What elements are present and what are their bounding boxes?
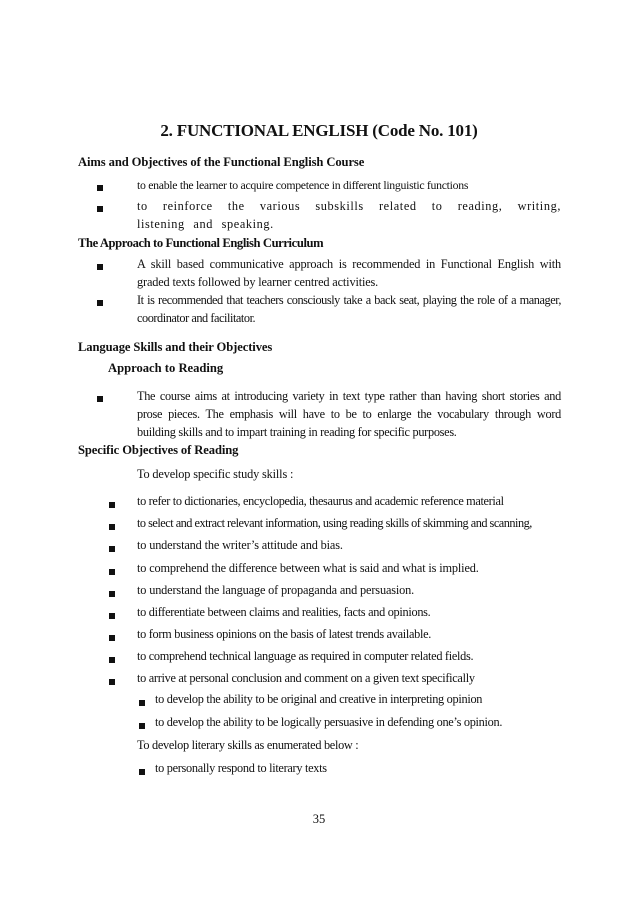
reading-objective-5: to understand the language of propaganda and persuasion. — [137, 583, 415, 597]
bullet-icon — [139, 700, 145, 706]
bullet-icon — [109, 679, 115, 685]
literary-skills-intro: To develop literary skills as enumerated below : — [137, 738, 359, 752]
specific-objectives-heading: Specific Objectives of Reading — [78, 443, 239, 457]
bullet-icon — [97, 264, 103, 270]
reading-objective-9: to arrive at personal conclusion and comment on a given text specifically — [137, 671, 475, 685]
approach-heading: The Approach to Functional English Curriculum — [78, 236, 324, 250]
reading-objective-1: to refer to dictionaries, encyclopedia, thesaurus and academic reference material — [137, 494, 504, 508]
page-number: 35 — [312, 812, 326, 826]
bullet-icon — [139, 723, 145, 729]
bullet-icon — [109, 613, 115, 619]
bullet-icon — [109, 502, 115, 508]
approach-to-reading-subheading: Approach to Reading — [108, 361, 224, 375]
reading-objective-7: to form business opinions on the basis of latest trends available. — [137, 627, 432, 641]
bullet-icon — [139, 769, 145, 775]
language-skills-heading: Language Skills and their Objectives — [78, 340, 273, 354]
bullet-icon — [97, 206, 103, 212]
bullet-icon — [109, 657, 115, 663]
reading-sub-objective-2: to develop the ability to be logically persuasive in defending one’s opinion. — [155, 715, 503, 729]
bullet-icon — [97, 185, 103, 191]
bullet-icon — [109, 524, 115, 530]
aims-item-1: to enable the learner to acquire competence in different linguistic functions — [137, 178, 469, 192]
reading-objective-2: to select and extract relevant information, using reading skills of skimming and scanning, — [137, 516, 532, 530]
study-skills-intro: To develop specific study skills : — [137, 467, 294, 481]
reading-objective-4: to comprehend the difference between what is said and what is implied. — [137, 561, 479, 575]
reading-objective-8: to comprehend technical language as required in computer related fields. — [137, 649, 474, 663]
bullet-icon — [97, 300, 103, 306]
page-title: 2. FUNCTIONAL ENGLISH (Code No. 101) — [160, 121, 478, 140]
aims-heading: Aims and Objectives of the Functional English Course — [78, 155, 365, 169]
reading-objective-3: to understand the writer’s attitude and bias. — [137, 538, 343, 552]
bullet-icon — [109, 546, 115, 552]
bullet-icon — [109, 635, 115, 641]
bullet-icon — [109, 591, 115, 597]
literary-objective-1: to personally respond to literary texts — [155, 761, 327, 775]
bullet-icon — [97, 396, 103, 402]
bullet-icon — [109, 569, 115, 575]
reading-sub-objective-1: to develop the ability to be original and creative in interpreting opinion — [155, 692, 483, 706]
aims-item-2: to reinforce the various subskills related to reading, writing, listening and speaking. — [137, 199, 561, 231]
approach-to-reading-item: The course aims at introducing variety in text type rather than having short stories and prose pieces. The emphasis will have to be to enlarge the vocabulary through word building skills and to impart training in reading for specific purposes. — [137, 389, 561, 439]
approach-item-1: A skill based communicative approach is recommended in Functional English with graded texts followed by learner centred activities. — [137, 257, 561, 289]
reading-objective-6: to differentiate between claims and realities, facts and opinions. — [137, 605, 431, 619]
approach-item-2: It is recommended that teachers consciously take a back seat, playing the role of a manager, coordinator and facilitator. — [137, 293, 561, 325]
